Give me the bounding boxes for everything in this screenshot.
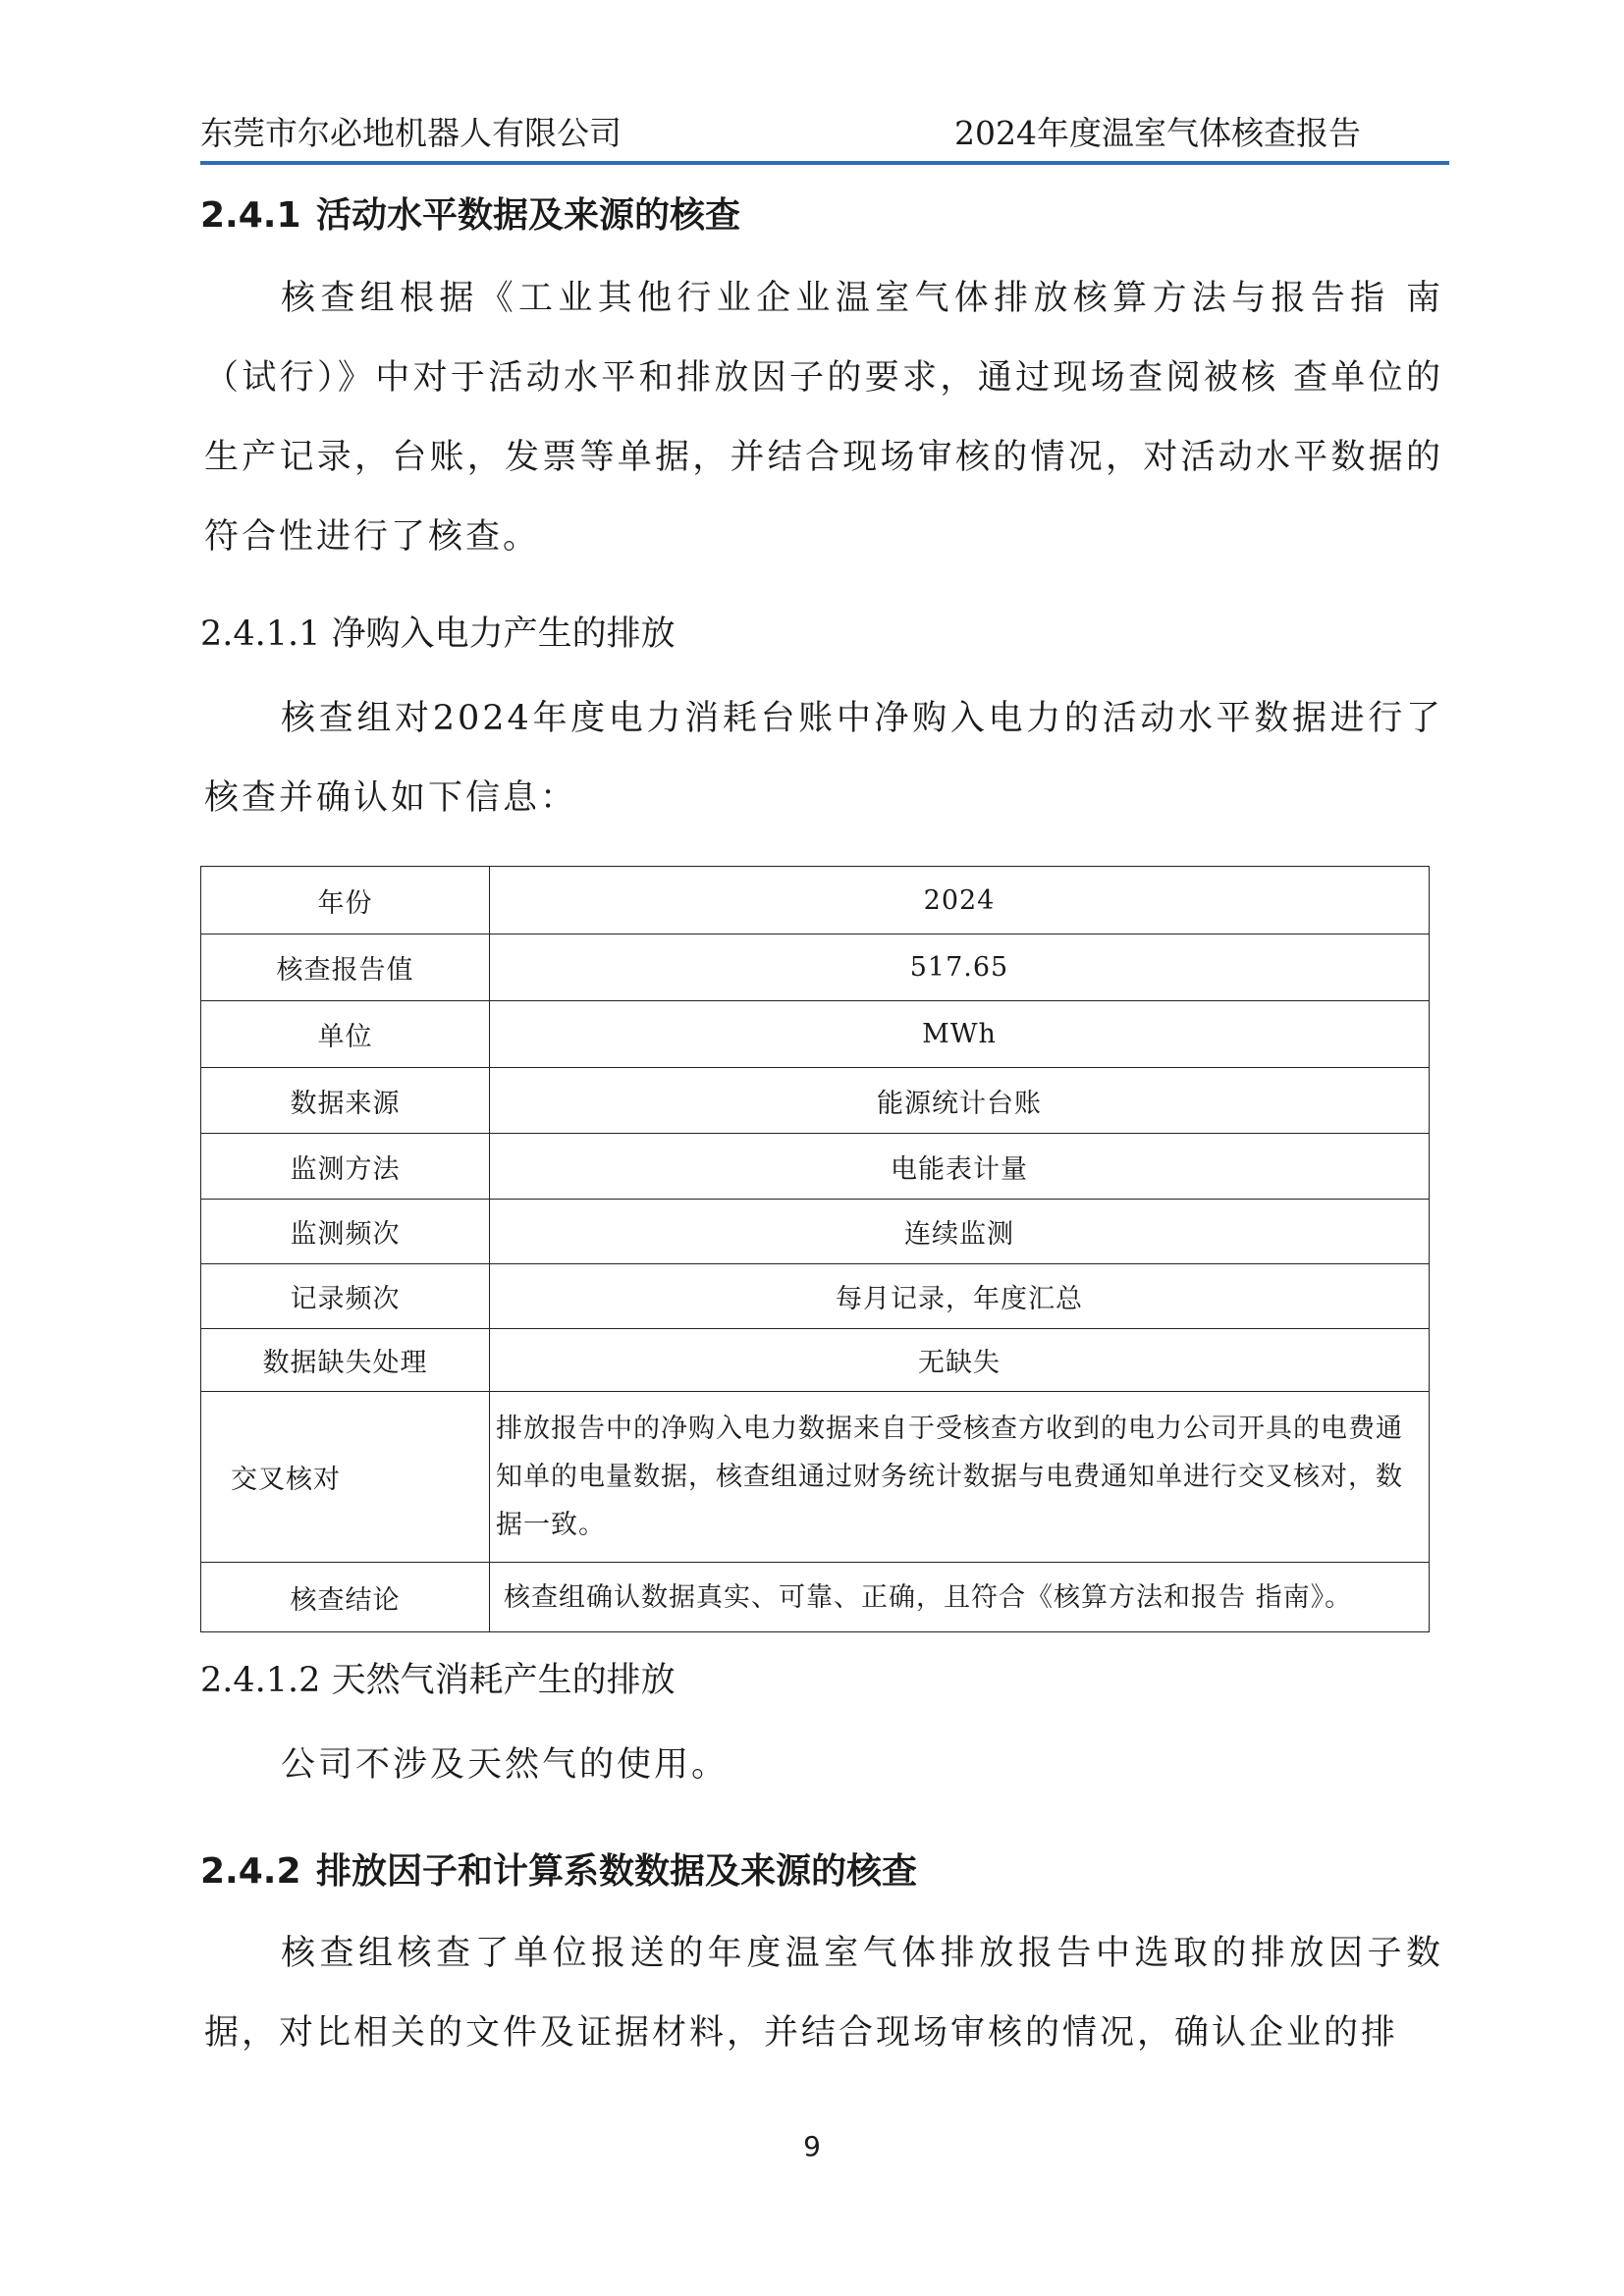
section-heading-2-4-2 [200,1848,917,1896]
row-value: 电能表计量 [490,1134,1430,1200]
section-number: 2.4.1 [200,195,301,236]
table-row [201,1329,1430,1392]
row-value: 排放报告中的净购入电力数据来自于受核查方收到的电力公司开具的电费通知单的电量数据，核查组通过财务统计数据与电费通知单进行交叉核对，数据一致。 [490,1392,1430,1563]
subsection-heading-2-4-1-1: 2.4.1.1 净购入电力产生的排放 [200,614,676,654]
row-value: 2024 [490,867,1430,934]
row-value: 能源统计台账 [490,1068,1430,1134]
table-row [201,1264,1430,1329]
row-key: 核查结论 [201,1563,490,1632]
section-title: 活动水平数据及来源的核查 [316,195,741,236]
subsection-heading-2-4-1-2: 2.4.1.2 天然气消耗产生的排放 [200,1661,676,1700]
table-row [201,1563,1430,1632]
row-key: 单位 [201,1001,490,1068]
table-row [201,867,1430,934]
paragraph-2-4-2: 核查组核查了单位报送的年度温室气体排放报告中选取的排放因子数据，对比相关的文件及证据材料，并结合现场审核的情况，确认企业的排 [204,1934,1443,2053]
activity-data-table [200,866,1430,1632]
paragraph-2-4-1-1: 核查组对2024年度电力消耗台账中净购入电力的活动水平数据进行了核查并确认如下信息： [204,699,1443,818]
table-row [201,1392,1430,1563]
header-report-title: 2024年度温室气体核查报告 [954,114,1361,152]
row-key: 核查报告值 [201,934,490,1001]
table-row [201,934,1430,1001]
row-key: 年份 [201,867,490,934]
row-value: 517.65 [490,934,1430,1001]
row-value: 连续监测 [490,1200,1430,1264]
table-row [201,1001,1430,1068]
page-header [200,110,1449,165]
row-value: 核查组确认数据真实、可靠、正确，且符合《核算方法和报告 指南》。 [490,1563,1430,1632]
page-number: 9 [803,2130,821,2163]
row-value: 每月记录，年度汇总 [490,1264,1430,1329]
row-key: 数据缺失处理 [201,1329,490,1392]
section-title: 排放因子和计算系数数据及来源的核查 [316,1851,918,1892]
table-row [201,1200,1430,1264]
table-row [201,1068,1430,1134]
section-number: 2.4.2 [200,1851,301,1892]
row-value: 无缺失 [490,1329,1430,1392]
row-key: 记录频次 [201,1264,490,1329]
header-company: 东莞市尔必地机器人有限公司 [200,114,622,152]
paragraph-2-4-1-2: 公司不涉及天然气的使用。 [281,1745,730,1785]
row-key: 监测频次 [201,1200,490,1264]
row-key: 数据来源 [201,1068,490,1134]
row-key: 监测方法 [201,1134,490,1200]
paragraph-2-4-1: 核查组根据《工业其他行业企业温室气体排放核算方法与报告指 南（试行）》中对于活动水平和排放因子的要求，通过现场查阅被核 查单位的生产记录，台账，发票等单据，并结合现场审核的情况，对活动水平数据的符合性进行了核查。 [204,279,1443,557]
row-key: 交叉核对 [201,1392,490,1563]
row-value: MWh [490,1001,1430,1068]
table-row [201,1134,1430,1200]
section-heading-2-4-1 [200,192,740,240]
